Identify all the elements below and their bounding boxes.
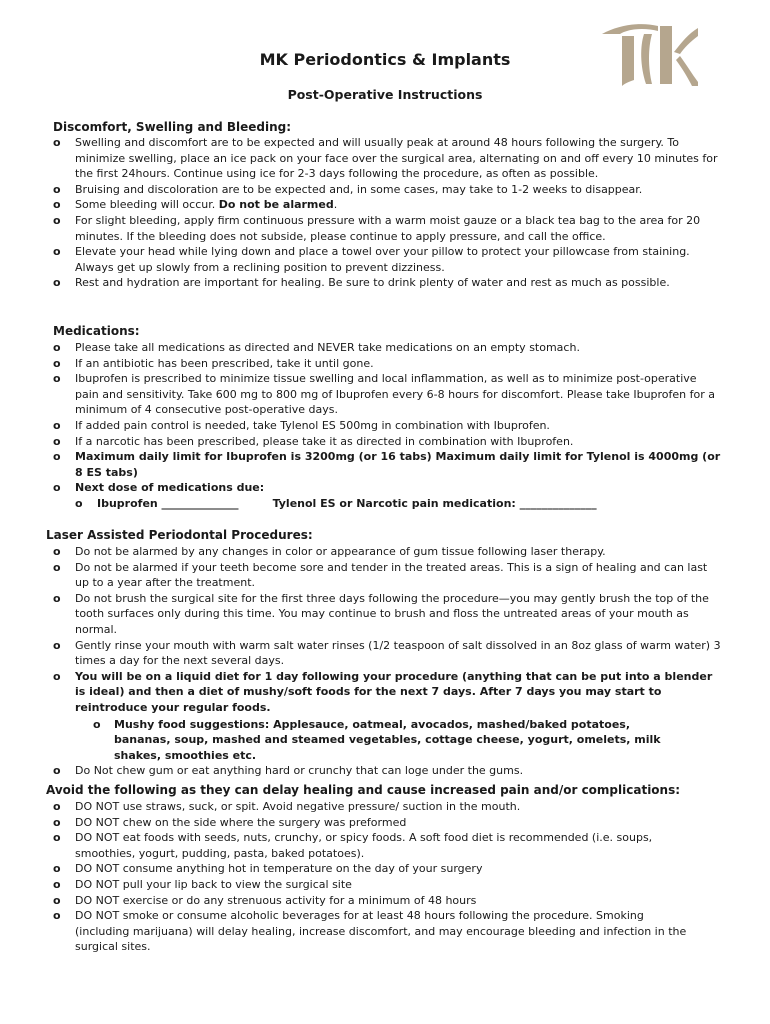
list-item: o Maximum daily limit for Ibuprofen is 3200mg (or 16 tabs) Maximum daily limit for Tylenol is 4000mg (or 8 ES tabs) [53,450,721,479]
list-item: o For slight bleeding, apply firm continuous pressure with a warm moist gauze or a black tea bag to the area for 20 minutes. If the bleeding does not subside, please continue to apply pressure, and call the office. [53,213,701,243]
bullet-icon: o [53,764,61,778]
bullet-icon: o [53,877,61,891]
list-item: o DO NOT eat foods with seeds, nuts, crunchy, or spicy foods. A soft food diet is recommended (i.e. soups, smoothies, yogurt, pudding, pasta, baked potatoes). [53,831,653,860]
mushy-food-suggestions: o Mushy food suggestions: Applesauce, oatmeal, avocados, mashed/baked potatoes, bananas, soup, mashed and steamed vegetables, cottage cheese, yogurt, omelets, milk shakes, smoothies etc. [93,717,661,762]
page-title: MK Periodontics & Implants [259,50,511,69]
discomfort-list [53,135,723,291]
ibuprofen-dose-field[interactable]: Ibuprofen ______________ [97,496,239,510]
bullet-icon: o [53,545,61,558]
list-item: o Do not be alarmed if your teeth become sore and tender in the treated areas. This is a sign of healing and can last up to a year after the treatment. [53,560,708,590]
list-item: o Some bleeding will occur. Do not be alarmed. [53,198,338,212]
list-item: o DO NOT smoke or consume alcoholic beverages for at least 48 hours following the procedure. Smoking (including marijuana) will delay healing, increase discomfort, and may encourage bleeding and infection in the surgical sites. [53,909,687,954]
list-item: o Ibuprofen is prescribed to minimize tissue swelling and local inflammation, as well as to minimize post-operative pain and sensitivity. Take 600 mg to 800 mg of Ibuprofen every 6-8 hours for discomfort. Please take Ibuprofen for a minimum of 4 consecutive post-operative days. [53,372,715,417]
list-item: o DO NOT use straws, suck, or spit. Avoid negative pressure/ suction in the mouth. [53,800,521,813]
bullet-icon: o [53,434,61,448]
bullet-icon: o [53,893,61,907]
tylenol-dose-field[interactable]: Tylenol ES or Narcotic pain medication: ______________ [272,496,597,510]
bullet-icon: o [53,372,61,386]
medications-list [53,340,723,512]
section-heading-medications: Medications: [53,324,140,338]
list-item: o Next dose of medications due: o Ibuprofen ______________ Tylenol ES or Narcotic pain medication: ______________ [53,480,723,511]
list-item: o If added pain control is needed, take Tylenol ES 500mg in combination with Ibuprofen. [53,418,550,432]
list-item: o If a narcotic has been prescribed, please take it as directed in combination with Ibuprofen. [53,434,574,448]
avoid-list [53,799,693,955]
bullet-icon: o [53,276,61,290]
bullet-icon: o [53,450,61,464]
list-item: o If an antibiotic has been prescribed, take it until gone. [53,356,374,370]
list-item: o Elevate your head while lying down and place a towel over your pillow to protect your pillowcase from staining. Always get up slowly from a reclining position to prevent dizziness. [53,245,690,274]
section-heading-laser: Laser Assisted Periodontal Procedures: [46,528,313,542]
list-item: o Rest and hydration are important for healing. Be sure to drink plenty of water and rest as much as possible. [53,276,670,290]
bullet-icon: o [53,831,61,845]
bullet-icon: o [53,669,61,683]
list-item: o DO NOT exercise or do any strenuous activity for a minimum of 48 hours [53,893,477,907]
page-subtitle: Post-Operative Instructions [287,87,483,102]
list-item: o Do Not chew gum or eat anything hard or crunchy that can loge under the gums. [53,764,524,778]
section-heading-discomfort: Discomfort, Swelling and Bleeding: [53,120,292,134]
bullet-icon: o [53,638,61,652]
list-item: o Swelling and discomfort are to be expected and will usually peak at around 48 hours following the surgery. To minimize swelling, place an ice pack on your face over the surgical area, alternating on and off every 10 minutes for the first 24hours. Continue using ice for 2-3 days following the procedure, as often as possible. [53,136,718,181]
list-item: o DO NOT pull your lip back to view the surgical site [53,877,352,891]
bullet-icon: o [53,418,61,432]
list-item: o Bruising and discoloration are to be expected and, in some cases, may take to 1-2 weeks to disappear. [53,182,643,196]
bullet-icon: o [53,245,61,259]
bullet-icon: o [53,182,61,196]
bullet-icon: o [53,591,61,605]
section-heading-avoid: Avoid the following as they can delay healing and cause increased pain and/or complications: [46,783,681,797]
bullet-icon: o [53,136,61,149]
bullet-icon: o [53,341,61,354]
list-item: o Do not brush the surgical site for the first three days following the procedure—you may gently brush the top of the tooth surfaces only during this time. You may continue to brush and floss the untreated areas of your mouth as normal. [53,591,709,636]
laser-list [53,544,723,779]
list-item: o DO NOT chew on the side where the surgery was preformed [53,815,407,829]
bullet-icon: o [53,800,61,813]
list-item: o DO NOT consume anything hot in temperature on the day of your surgery [53,862,483,876]
list-item: o Do not be alarmed by any changes in color or appearance of gum tissue following laser therapy. [53,545,606,558]
list-item: o You will be on a liquid diet for 1 day following your procedure (anything that can be put into a blender is ideal) and then a diet of mushy/soft foods for the next 7 days. After 7 days you may start to reintroduce your regular foods. o Mushy food suggestions: Applesauce, oatmeal, avocados, mashed/baked potatoes, bananas, soup, mashed and steamed vegetables, cottage cheese, yogurt, omelets, milk shakes, smoothies etc. [53,669,713,762]
bullet-icon: o [53,560,61,574]
bullet-icon: o [93,717,101,731]
bullet-icon: o [53,481,61,495]
bullet-icon: o [53,815,61,829]
bullet-icon: o [53,213,61,227]
bullet-icon: o [53,356,61,370]
bullet-icon: o [53,198,61,212]
list-item: o Gently rinse your mouth with warm salt water rinses (1/2 teaspoon of salt dissolved in an 8oz glass of warm water) 3 times a day for the next several days. [53,638,721,668]
bullet-icon: o [75,496,83,510]
bullet-icon: o [53,862,61,876]
list-item: o Please take all medications as directed and NEVER take medications on an empty stomach. [53,341,580,354]
bullet-icon: o [53,909,61,923]
next-dose-line [75,496,723,512]
